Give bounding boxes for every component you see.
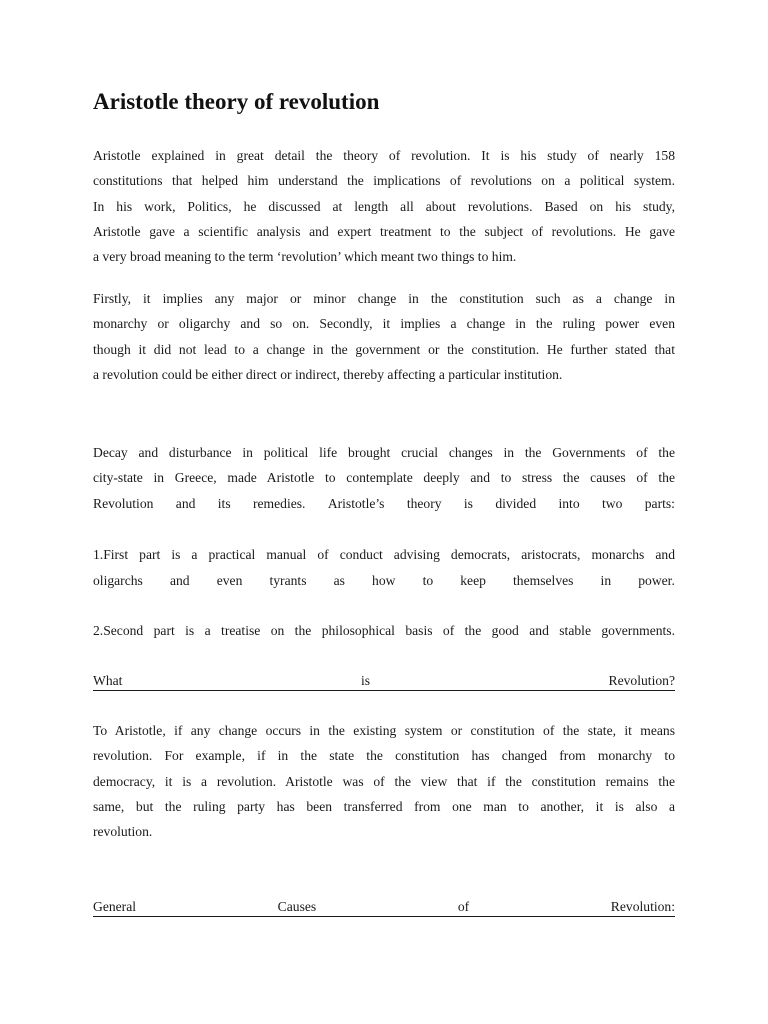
text-line: city-state in Greece, made Aristotle to contemplate deeply and to stress the causes of the [93,470,675,486]
word: and [169,573,190,588]
text-line: Aristotle explained in great detail the theory of revolution. It is his study of nearly 158 [93,148,675,163]
text-line: Firstly, it implies any major or minor change in the constitution such as a change in [93,291,675,306]
text-line: same, but the ruling party has been transferred from one man to another, it is also a [93,798,675,814]
word: Aristotle’s [327,496,385,511]
word: into [558,496,580,511]
word: divided [495,496,537,511]
word: oligarchs [93,573,143,588]
list-item-first-part-last-line [93,568,675,593]
heading-what-is-revolution [93,673,675,691]
word: as [333,573,345,588]
word: its [217,496,231,511]
paragraph-decay-last-line [93,491,675,516]
word: parts: [644,496,675,511]
word: Revolution [93,496,154,511]
word: theory [406,496,442,511]
text-line: though it did not lead to a change in the government or the constitution. He further stated that [93,341,675,357]
word: how [372,573,396,588]
paragraph-meaning [93,286,675,387]
text-line: Aristotle gave a scientific analysis and expert treatment to the subject of revolutions. He gave [93,223,675,239]
word: and [175,496,196,511]
word: power. [638,573,675,588]
text-line: In his work, Politics, he discussed at length all about revolutions. Based on his study, [93,198,675,214]
word: even [216,573,243,588]
text-line: revolution. For example, if in the state the constitution has changed from monarchy to [93,748,675,764]
text-line: 2.Second part is a treatise on the philosophical basis of the good and stable governments. [93,623,675,638]
text-line: monarchy or oligarchy and so on. Secondly, it implies a change in the ruling power even [93,316,675,332]
text-line: constitutions that helped him understand the implications of revolutions on a political system. [93,173,675,189]
word: Causes [277,899,317,914]
text-line: 1.First part is a practical manual of conduct advising democrats, aristocrats, monarchs and [93,547,675,562]
word: of [457,899,470,914]
paragraph-intro [93,143,675,269]
list-item-second-part [93,618,675,643]
text-line: revolution. [93,824,153,840]
text-line: democracy, it is a revolution. Aristotle was of the view that if the constitution remains the [93,773,675,789]
text-line: To Aristotle, if any change occurs in the existing system or constitution of the state, it means [93,723,675,738]
word: themselves [513,573,574,588]
word: General [93,899,137,914]
paragraph-definition [93,718,675,844]
paragraph-decay [93,440,675,491]
list-item-first-part [93,542,675,567]
word: is [463,496,473,511]
word: What [93,673,123,688]
word: in [600,573,612,588]
text-line: a very broad meaning to the term ‘revolution’ which meant two things to him. [93,249,517,265]
word: Revolution: [610,899,675,914]
word: to [422,573,434,588]
text-line: Decay and disturbance in political life brought crucial changes in the Governments of the [93,445,675,460]
word: tyrants [269,573,307,588]
word: Revolution? [608,673,675,688]
word: is [360,673,371,688]
word: keep [460,573,486,588]
word: remedies. [252,496,306,511]
text-line: a revolution could be either direct or indirect, thereby affecting a particular institution. [93,366,563,382]
heading-general-causes [93,899,675,917]
document-title: Aristotle theory of revolution [93,89,380,114]
word: two [602,496,623,511]
